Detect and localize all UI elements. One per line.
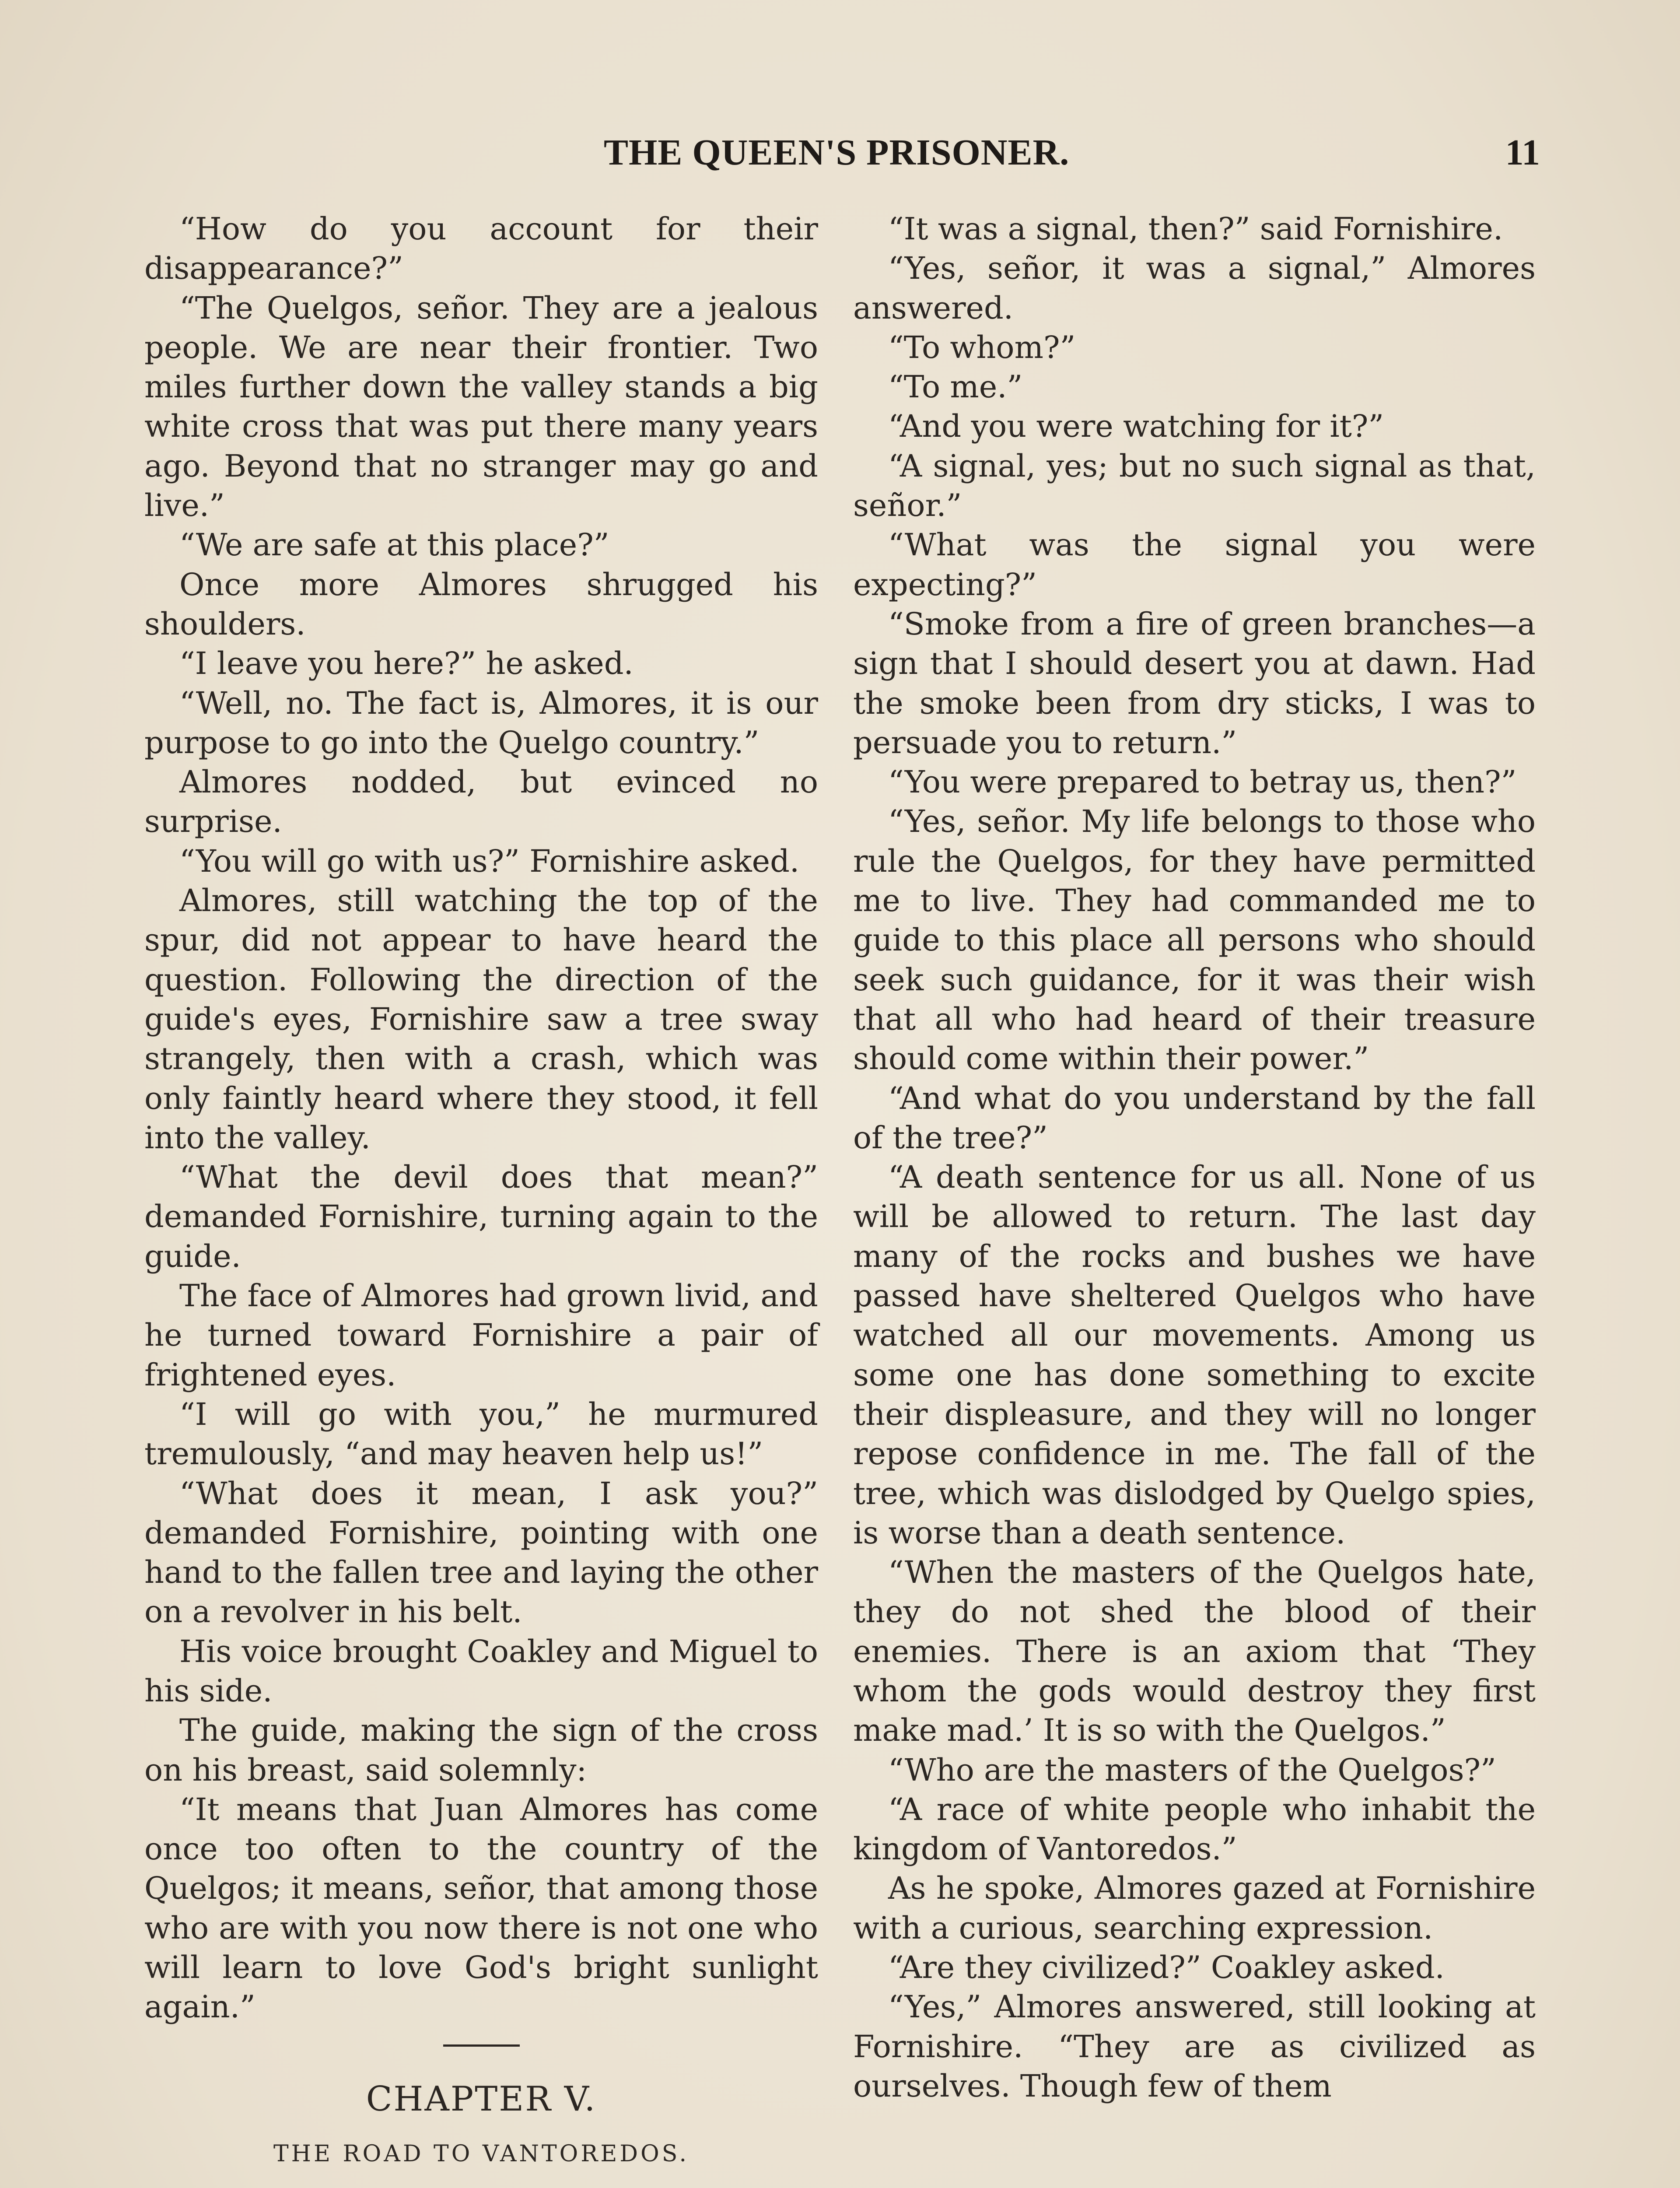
paragraph: Almores, still watching the top of the spur, did not appear to have heard the question. Following the direction of the guide's eyes, Fornishire saw a tree sway strangely, then with a crash, which was only faintly heard where they stood, it fell into the valley. xyxy=(144,883,818,1156)
section-divider xyxy=(443,2044,520,2047)
paragraph: “What the devil does that mean?” demanded Fornishire, turning again to the guide. xyxy=(144,1159,818,1274)
paragraph: Once more Almores shrugged his shoulders. xyxy=(144,566,818,642)
paragraph: As he spoke, Almores gazed at Fornishire with a curious, searching expression. xyxy=(853,1870,1536,1946)
chapter-title: CHAPTER V. xyxy=(366,2079,597,2119)
right-column xyxy=(853,209,1536,2106)
paragraph: “Smoke from a fire of green branches—a sign that I should desert you at dawn. Had the smoke been from dry sticks, I was to persuade you to return.” xyxy=(853,606,1536,761)
paragraph: “What does it mean, I ask you?” demanded Fornishire, pointing with one hand to the fallen tree and laying the other on a revolver in his belt. xyxy=(144,1475,818,1630)
paragraph: “A signal, yes; but no such signal as that, señor.” xyxy=(853,448,1536,524)
paragraph: “Yes, señor. My life belongs to those who rule the Quelgos, for they have permitted me to live. They had commanded me to guide to this place all persons who should seek such guidance, for it was their wish that all who had heard of their treasure should come within their power.” xyxy=(853,803,1536,1077)
paragraph: “I will go with you,” he murmured tremulously, “and may heaven help us!” xyxy=(144,1396,818,1472)
paragraph: “Yes,” Almores answered, still looking at Fornishire. “They are as civilized as ourselves. Though few of them xyxy=(853,1989,1536,2104)
page-number: 11 xyxy=(1505,132,1540,173)
paragraph: The guide, making the sign of the cross on his breast, said solemnly: xyxy=(144,1712,818,1788)
paragraph: “You were prepared to betray us, then?” xyxy=(888,764,1517,800)
paragraph: “To whom?” xyxy=(888,329,1076,365)
left-column xyxy=(144,209,818,2188)
paragraph: “Who are the masters of the Quelgos?” xyxy=(888,1752,1496,1788)
paragraph: “It means that Juan Almores has come once too often to the country of the Quelgos; it means, señor, that among those who are with you now there is not one who will learn to love God's bright sunlight again.” xyxy=(144,1791,818,2025)
paragraph: “To me.” xyxy=(888,369,1023,405)
paragraph: “You will go with us?” Fornishire asked. xyxy=(179,843,800,879)
paragraph: “Are they civilized?” Coakley asked. xyxy=(888,1950,1445,1986)
paragraph: His voice brought Coakley and Miguel to his side. xyxy=(144,1633,818,1709)
paragraph: “We are safe at this place?” xyxy=(179,527,609,563)
paragraph: “The Quelgos, señor. They are a jealous people. We are near their frontier. Two miles further down the valley stands a big white cross that was put there many years ago. Beyond that no stranger may go and live.” xyxy=(144,290,818,524)
running-title: THE QUEEN'S PRISONER. xyxy=(604,132,1070,173)
paragraph: “When the masters of the Quelgos hate, they do not shed the blood of their enemies. There is an axiom that ‘They whom the gods would destroy they first make mad.’ It is so with the Quelgos.” xyxy=(853,1554,1536,1749)
paragraph: “A death sentence for us all. None of us will be allowed to return. The last day many of the rocks and bushes we have passed have sheltered Quelgos who have watched all our movements. Among us some one has done something to excite their displeasure, and they will no longer repose confidence in me. The fall of the tree, which was dislodged by Quelgo spies, is worse than a death sentence. xyxy=(853,1159,1536,1551)
paragraph: The face of Almores had grown livid, and he turned toward Fornishire a pair of frightened eyes. xyxy=(144,1278,818,1393)
paragraph: “And you were watching for it?” xyxy=(888,408,1384,445)
paragraph: “A race of white people who inhabit the kingdom of Vantoredos.” xyxy=(853,1791,1536,1867)
paragraph: “Well, no. The fact is, Almores, it is our purpose to go into the Quelgo country.” xyxy=(144,685,818,761)
paragraph: “How do you account for their disappearance?” xyxy=(144,211,818,287)
paragraph: “I leave you here?” he asked. xyxy=(179,645,634,682)
paragraph: “It was a signal, then?” said Fornishire. xyxy=(888,211,1503,247)
running-head xyxy=(144,127,1540,179)
paragraph: “And what do you understand by the fall of the tree?” xyxy=(853,1080,1536,1156)
paragraph: “What was the signal you were expecting?” xyxy=(853,527,1536,603)
paragraph: Almores nodded, but evinced no surprise. xyxy=(144,764,818,840)
chapter-subtitle: THE ROAD TO VANTOREDOS. xyxy=(273,2140,690,2167)
paragraph: “Yes, señor, it was a signal,” Almores answered. xyxy=(853,250,1536,326)
